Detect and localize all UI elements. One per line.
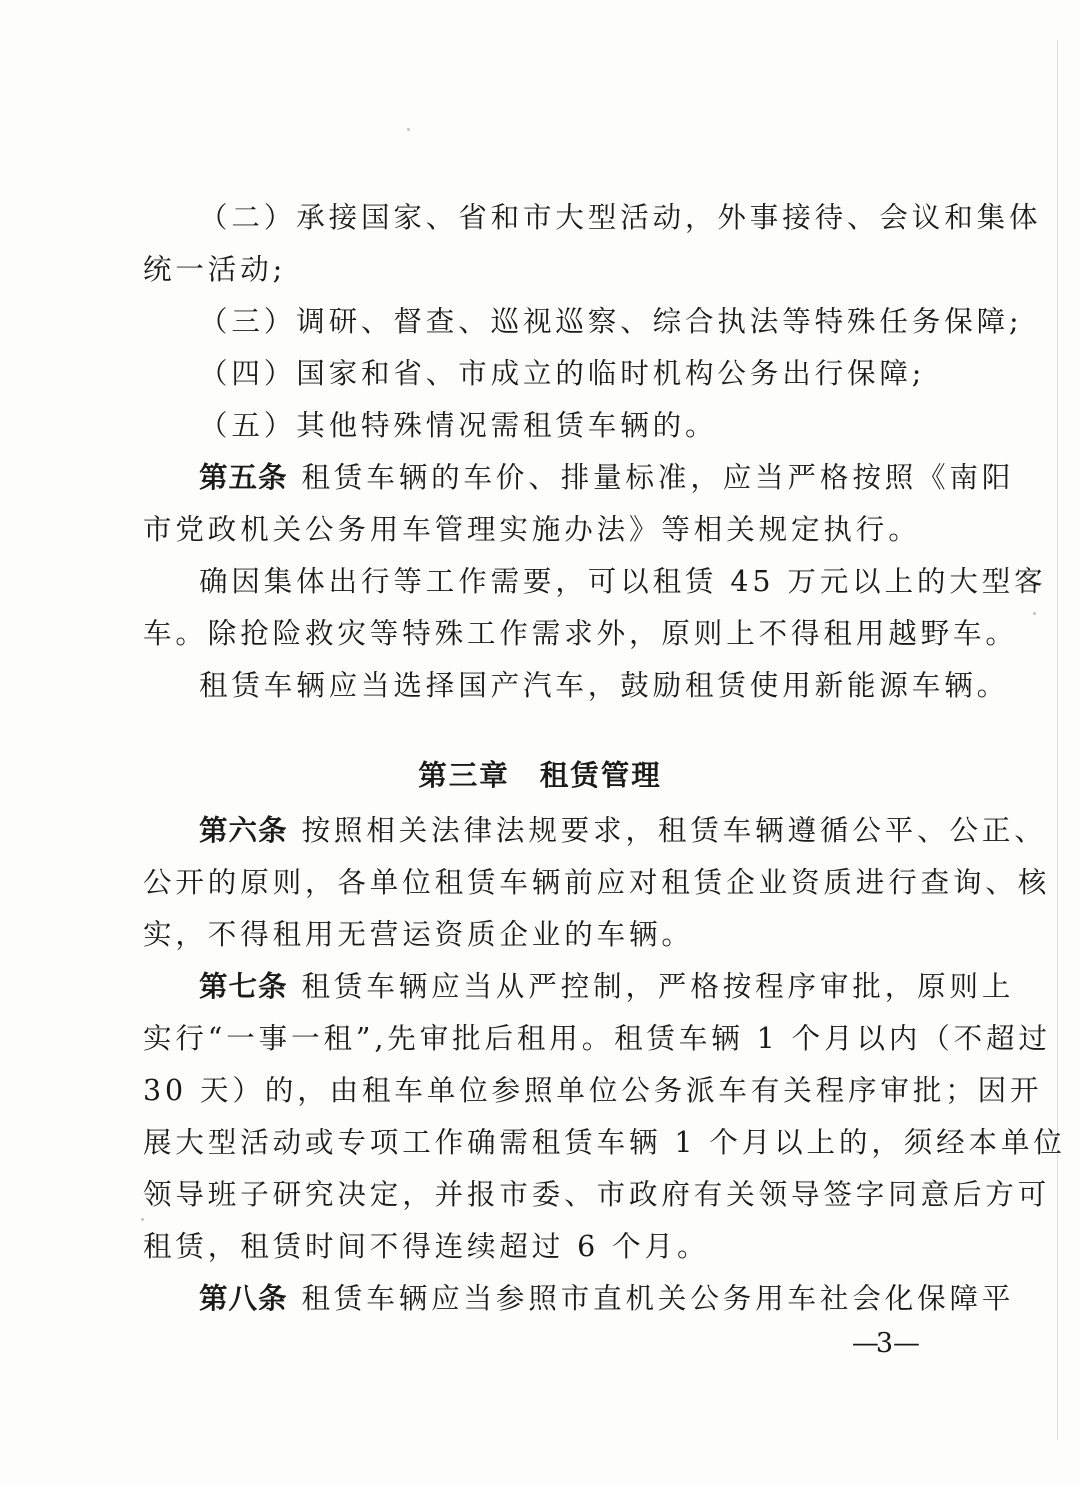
page-number <box>852 1324 917 1364</box>
paragraph-line <box>199 406 979 446</box>
line-text: 统一活动; <box>143 253 287 286</box>
line-text: 租赁，租赁时间不得连续超过 6 个月。 <box>143 1230 710 1263</box>
chapter-title: 租赁管理 <box>539 759 662 792</box>
line-text: 30 天）的，由租车单位参照单位公务派车有关程序审批；因开 <box>143 1074 1043 1107</box>
paragraph-line <box>143 1175 1051 1215</box>
paragraph-line <box>143 510 923 550</box>
article-8-line <box>199 1279 1015 1319</box>
article-number: 第七条 <box>199 970 288 1003</box>
page-number-dash: — <box>851 1328 876 1359</box>
paragraph-line <box>143 614 1018 654</box>
scan-speck <box>407 128 410 131</box>
line-text: 展大型活动或专项工作确需租赁车辆 1 个月以上的，须经本单位 <box>143 1126 1066 1159</box>
scan-edge-line <box>1057 40 1058 1440</box>
line-text: （五）其他特殊情况需租赁车辆的。 <box>199 409 718 442</box>
paragraph-line <box>143 1019 1051 1059</box>
line-text: 实，不得租用无营运资质企业的车辆。 <box>143 918 694 951</box>
line-text: 租赁车辆应当选择国产汽车，鼓励租赁使用新能源车辆。 <box>199 669 1010 702</box>
line-text: 租赁车辆应当参照市直机关公务用车社会化保障平 <box>301 1282 1015 1315</box>
paragraph-line <box>199 666 1010 706</box>
scan-speck <box>1033 612 1036 615</box>
paragraph-line <box>199 198 1042 238</box>
paragraph-line <box>143 250 923 290</box>
article-number: 第八条 <box>199 1282 288 1315</box>
paragraph-line <box>199 562 1047 602</box>
paragraph-line <box>143 1227 923 1267</box>
article-5-line <box>199 458 1015 498</box>
page-number-dash: — <box>893 1328 917 1359</box>
scan-speck <box>141 1218 144 1221</box>
paragraph-line <box>143 1071 1043 1111</box>
paragraph-line <box>199 354 979 394</box>
chapter-heading <box>0 756 1080 796</box>
line-text: 市党政机关公务用车管理实施办法》等相关规定执行。 <box>143 513 921 546</box>
paragraph-line <box>143 863 1051 903</box>
line-text: 租赁车辆的车价、排量标准，应当严格按照《南阳 <box>301 461 1015 494</box>
paragraph-line <box>143 1123 1066 1163</box>
line-text: 车。除抢险救灾等特殊工作需求外，原则上不得租用越野车。 <box>143 617 1018 650</box>
article-7-line <box>199 967 1015 1007</box>
chapter-number: 第三章 <box>418 759 510 792</box>
line-text: 租赁车辆应当从严控制，严格按程序审批，原则上 <box>301 970 1015 1003</box>
line-text: （三）调研、督查、巡视巡察、综合执法等特殊任务保障; <box>199 305 1023 338</box>
article-number: 第五条 <box>199 461 288 494</box>
line-text: 确因集体出行等工作需要，可以租赁 45 万元以上的大型客 <box>199 565 1047 598</box>
line-text: （二）承接国家、省和市大型活动，外事接待、会议和集体 <box>199 201 1042 234</box>
article-6-line <box>199 811 1047 851</box>
line-text: 领导班子研究决定，并报市委、市政府有关领导签字同意后方可 <box>143 1178 1051 1211</box>
line-text: 实行“一事一租”,先审批后租用。租赁车辆 1 个月以内（不超过 <box>143 1022 1051 1055</box>
article-number: 第六条 <box>199 814 288 847</box>
line-text: 按照相关法律法规要求，租赁车辆遵循公平、公正、 <box>301 814 1047 847</box>
page-number-value: 3 <box>875 1328 893 1359</box>
line-text: （四）国家和省、市成立的临时机构公务出行保障; <box>199 357 926 390</box>
paragraph-line <box>199 302 1023 342</box>
paragraph-line <box>143 915 923 955</box>
line-text: 公开的原则，各单位租赁车辆前应对租赁企业资质进行查询、核 <box>143 866 1051 899</box>
